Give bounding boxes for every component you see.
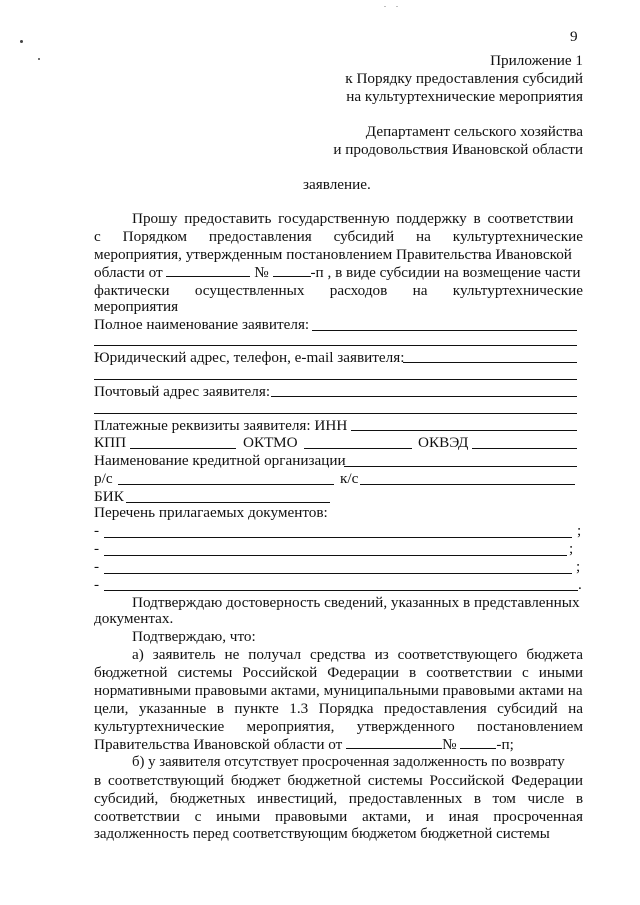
doc-line-1[interactable] xyxy=(104,537,572,538)
request-line-5: фактически осуществленных расходов на культуртехнические xyxy=(94,282,583,299)
item-a-line-6-a: Правительства Ивановской области от xyxy=(94,736,343,753)
ks-line[interactable] xyxy=(360,484,575,485)
kpp-line[interactable] xyxy=(130,448,236,449)
legal-address-line[interactable] xyxy=(403,362,577,363)
item-a-number-blank[interactable] xyxy=(460,736,496,749)
doc-dash-2: - xyxy=(94,540,100,557)
number-sign: № xyxy=(254,264,269,281)
full-name-line[interactable] xyxy=(312,330,577,331)
rs-line[interactable] xyxy=(118,484,334,485)
department-line-1: Департамент сельского хозяйства xyxy=(365,123,583,140)
request-line-4-c: -п , в виде субсидии на возмещение части xyxy=(310,264,581,281)
number-blank[interactable] xyxy=(273,264,311,277)
page-number: 9 xyxy=(570,28,578,45)
item-a-line-1: а) заявитель не получал средства из соответствующего бюджета xyxy=(132,646,583,663)
full-name-line-2[interactable] xyxy=(94,345,577,346)
scan-speck xyxy=(20,40,23,43)
postal-address-label: Почтовый адрес заявителя: xyxy=(94,383,271,400)
request-line-4 xyxy=(94,264,581,282)
request-line-2: с Порядком предоставления субсидий на культуртехнические xyxy=(94,228,583,245)
inn-line[interactable] xyxy=(351,430,577,431)
item-b-line-3: субсидий, бюджетных инвестиций, предоставленных в том числе в xyxy=(94,790,583,807)
scan-speck xyxy=(396,6,398,7)
request-line-3: мероприятия, утвержденным постановлением Правительства Ивановской xyxy=(94,246,572,263)
scan-speck xyxy=(384,6,386,7)
confirm-line-2: документах. xyxy=(94,610,174,627)
item-a-line-6 xyxy=(94,736,514,754)
doc-dash-1: - xyxy=(94,522,100,539)
legal-address-label: Юридический адрес, телефон, e-mail заявителя: xyxy=(94,349,405,366)
doc-line-3[interactable] xyxy=(104,573,572,574)
appendix-line-2: к Порядку предоставления субсидий xyxy=(345,70,583,87)
bank-label: Наименование кредитной организации xyxy=(94,452,346,469)
kpp-label: КПП xyxy=(94,434,127,451)
doc-end-2: ; xyxy=(569,540,574,557)
postal-address-line[interactable] xyxy=(271,396,577,397)
appendix-line-3: на культуртехнические мероприятия xyxy=(346,88,583,105)
appendix-title: Приложение 1 xyxy=(490,52,583,69)
legal-address-line-2[interactable] xyxy=(94,379,577,380)
scan-speck xyxy=(38,58,40,60)
oktmo-line[interactable] xyxy=(304,448,412,449)
item-a-line-5: культуртехнические мероприятия, утвержденного постановлением xyxy=(94,718,583,735)
item-a-line-2: бюджетной системы Российской Федерации в соответствии с иными xyxy=(94,664,583,681)
item-b-line-5: задолженность перед соответствующим бюджетом бюджетной системы xyxy=(94,826,550,842)
item-a-number-sign: № xyxy=(442,736,457,753)
documents-label: Перечень прилагаемых документов: xyxy=(94,504,328,521)
doc-dash-3: - xyxy=(94,558,100,575)
bik-label: БИК xyxy=(94,488,124,505)
item-a-line-3: нормативными правовыми актами, муниципальными правовыми актами на xyxy=(94,682,583,699)
department-line-2: и продовольствия Ивановской области xyxy=(333,141,583,158)
doc-line-4[interactable] xyxy=(104,590,578,591)
okved-label: ОКВЭД xyxy=(418,434,469,451)
item-a-line-6-c: -п; xyxy=(496,736,514,753)
item-a-date-blank[interactable] xyxy=(346,736,442,749)
bank-line[interactable] xyxy=(344,466,577,467)
confirm-line-3: Подтверждаю, что: xyxy=(132,628,256,645)
doc-dash-4: - xyxy=(94,576,100,593)
confirm-line-1: Подтверждаю достоверность сведений, указанных в представленных xyxy=(132,594,580,611)
item-a-line-4: цели, указанные в пункте 1.3 Порядка предоставления субсидий на xyxy=(94,700,583,717)
bik-line[interactable] xyxy=(126,502,330,503)
date-blank[interactable] xyxy=(166,264,250,277)
item-b-line-1: б) у заявителя отсутствует просроченная задолженность по возврату xyxy=(132,754,565,770)
ks-label: к/с xyxy=(340,470,359,487)
doc-end-3: ; xyxy=(576,558,581,575)
document-title: заявление. xyxy=(303,176,371,193)
doc-end-4: . xyxy=(578,576,582,593)
payment-details-label: Платежные реквизиты заявителя: ИНН xyxy=(94,417,348,434)
okved-line[interactable] xyxy=(472,448,577,449)
request-line-6: мероприятия xyxy=(94,298,179,315)
request-line-1: Прошу предоставить государственную поддержку в соответствии xyxy=(132,210,574,227)
doc-end-1: ; xyxy=(577,522,582,539)
request-line-4-a: области от xyxy=(94,264,163,281)
full-name-label: Полное наименование заявителя: xyxy=(94,316,310,333)
oktmo-label: ОКТМО xyxy=(243,434,298,451)
postal-address-line-2[interactable] xyxy=(94,413,577,414)
item-b-line-2: в соответствующий бюджет бюджетной системы Российской Федерации xyxy=(94,772,583,789)
rs-label: р/с xyxy=(94,470,113,487)
item-b-line-4: соответствии с иными правовыми актами, и иная просроченная xyxy=(94,808,583,825)
doc-line-2[interactable] xyxy=(104,555,567,556)
